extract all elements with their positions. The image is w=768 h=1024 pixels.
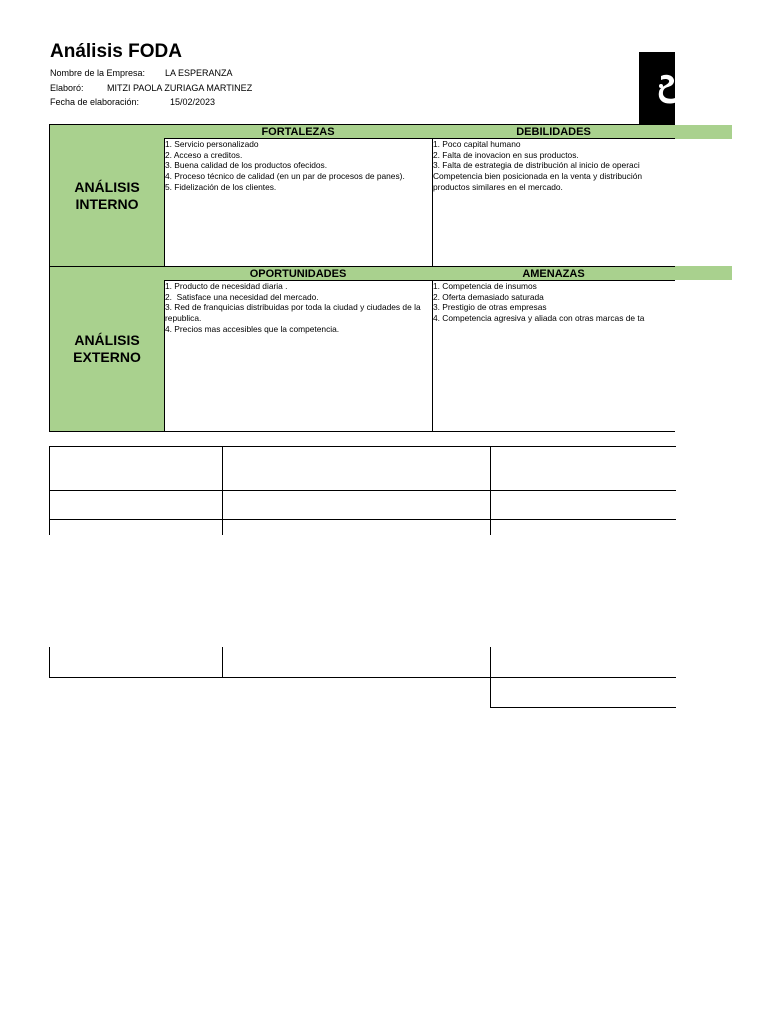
list-item: 2. Falta de inovacion en sus productos. bbox=[433, 149, 579, 160]
date-label: Fecha de elaboración: bbox=[50, 97, 140, 107]
list-item: Competencia bien posicionada en la venta y distribución bbox=[433, 171, 643, 182]
debilidades-header: DEBILIDADES bbox=[432, 124, 675, 139]
table-cell bbox=[49, 446, 223, 491]
list-item: 1. Poco capital humano bbox=[433, 139, 521, 149]
fortalezas-header: FORTALEZAS bbox=[164, 124, 433, 139]
table-cell bbox=[222, 446, 491, 491]
amenazas-header: AMENAZAS bbox=[432, 266, 675, 281]
list-item: 3. Prestigio de otras empresas bbox=[433, 302, 547, 313]
company-label: Nombre de la Empresa: bbox=[50, 68, 146, 78]
list-item: productos similares en el mercado. bbox=[433, 181, 563, 192]
foda-matrix bbox=[49, 124, 675, 432]
date-value: 15/02/2023 bbox=[170, 97, 216, 107]
amenazas-list bbox=[432, 281, 675, 432]
table-divider bbox=[222, 519, 223, 535]
company-value: LA ESPERANZA bbox=[165, 68, 233, 78]
fortalezas-list bbox=[164, 139, 433, 267]
list-item: 3. Falta de estrategia de distribución al inicio de operaci bbox=[433, 160, 640, 171]
list-item: 4. Proceso técnico de calidad (en un par de procesos de panes). bbox=[165, 171, 405, 182]
list-item: 3. Buena calidad de los productos ofecidos. bbox=[165, 160, 328, 171]
header-band-bottom bbox=[675, 266, 732, 280]
list-item: 2. Oferta demasiado saturada bbox=[433, 291, 544, 302]
externo-line-1: ANÁLISIS bbox=[74, 332, 140, 348]
table-divider bbox=[490, 677, 676, 678]
debilidades-list bbox=[432, 139, 675, 267]
oportunidades-list bbox=[164, 281, 433, 432]
table-cell bbox=[222, 647, 491, 678]
externo-line-2: EXTERNO bbox=[73, 349, 141, 365]
author-label: Elaboró: bbox=[50, 83, 84, 93]
header-band-top bbox=[675, 125, 732, 139]
list-item: 3. Red de franquicias distribuidas por toda la ciudad y ciudades de la republica. bbox=[165, 302, 423, 324]
table-divider bbox=[490, 519, 491, 535]
list-item: 1. Producto de necesidad diaria . bbox=[165, 281, 288, 291]
oportunidades-header: OPORTUNIDADES bbox=[164, 266, 433, 281]
list-item: 1. Servicio personalizado bbox=[165, 139, 259, 149]
interno-line-1: ANÁLISIS bbox=[74, 178, 140, 195]
analisis-externo-label bbox=[49, 266, 165, 432]
list-item: 1. Competencia de insumos bbox=[433, 281, 537, 291]
list-item: 4. Competencia agresiva y aliada con otras marcas de ta bbox=[433, 313, 645, 324]
table-cell bbox=[490, 446, 676, 491]
author-value: MITZI PAOLA ZURIAGA MARTINEZ bbox=[107, 83, 253, 93]
table-cell bbox=[49, 490, 223, 520]
table-divider bbox=[49, 519, 50, 535]
interno-line-2: INTERNO bbox=[75, 195, 139, 212]
table-divider bbox=[490, 707, 676, 708]
list-item: 4. Precios mas accesibles que la competencia. bbox=[165, 323, 340, 334]
table-cell bbox=[222, 490, 491, 520]
table-cell bbox=[49, 647, 223, 678]
list-item: 2. Acceso a creditos. bbox=[165, 149, 243, 160]
page-title: Análisis FODA bbox=[50, 41, 182, 62]
table-cell bbox=[490, 490, 676, 520]
list-item: 2. Satisface una necesidad del mercado. bbox=[165, 291, 319, 302]
analisis-interno-label bbox=[49, 124, 165, 267]
list-item: 5. Fidelización de los clientes. bbox=[165, 181, 277, 192]
